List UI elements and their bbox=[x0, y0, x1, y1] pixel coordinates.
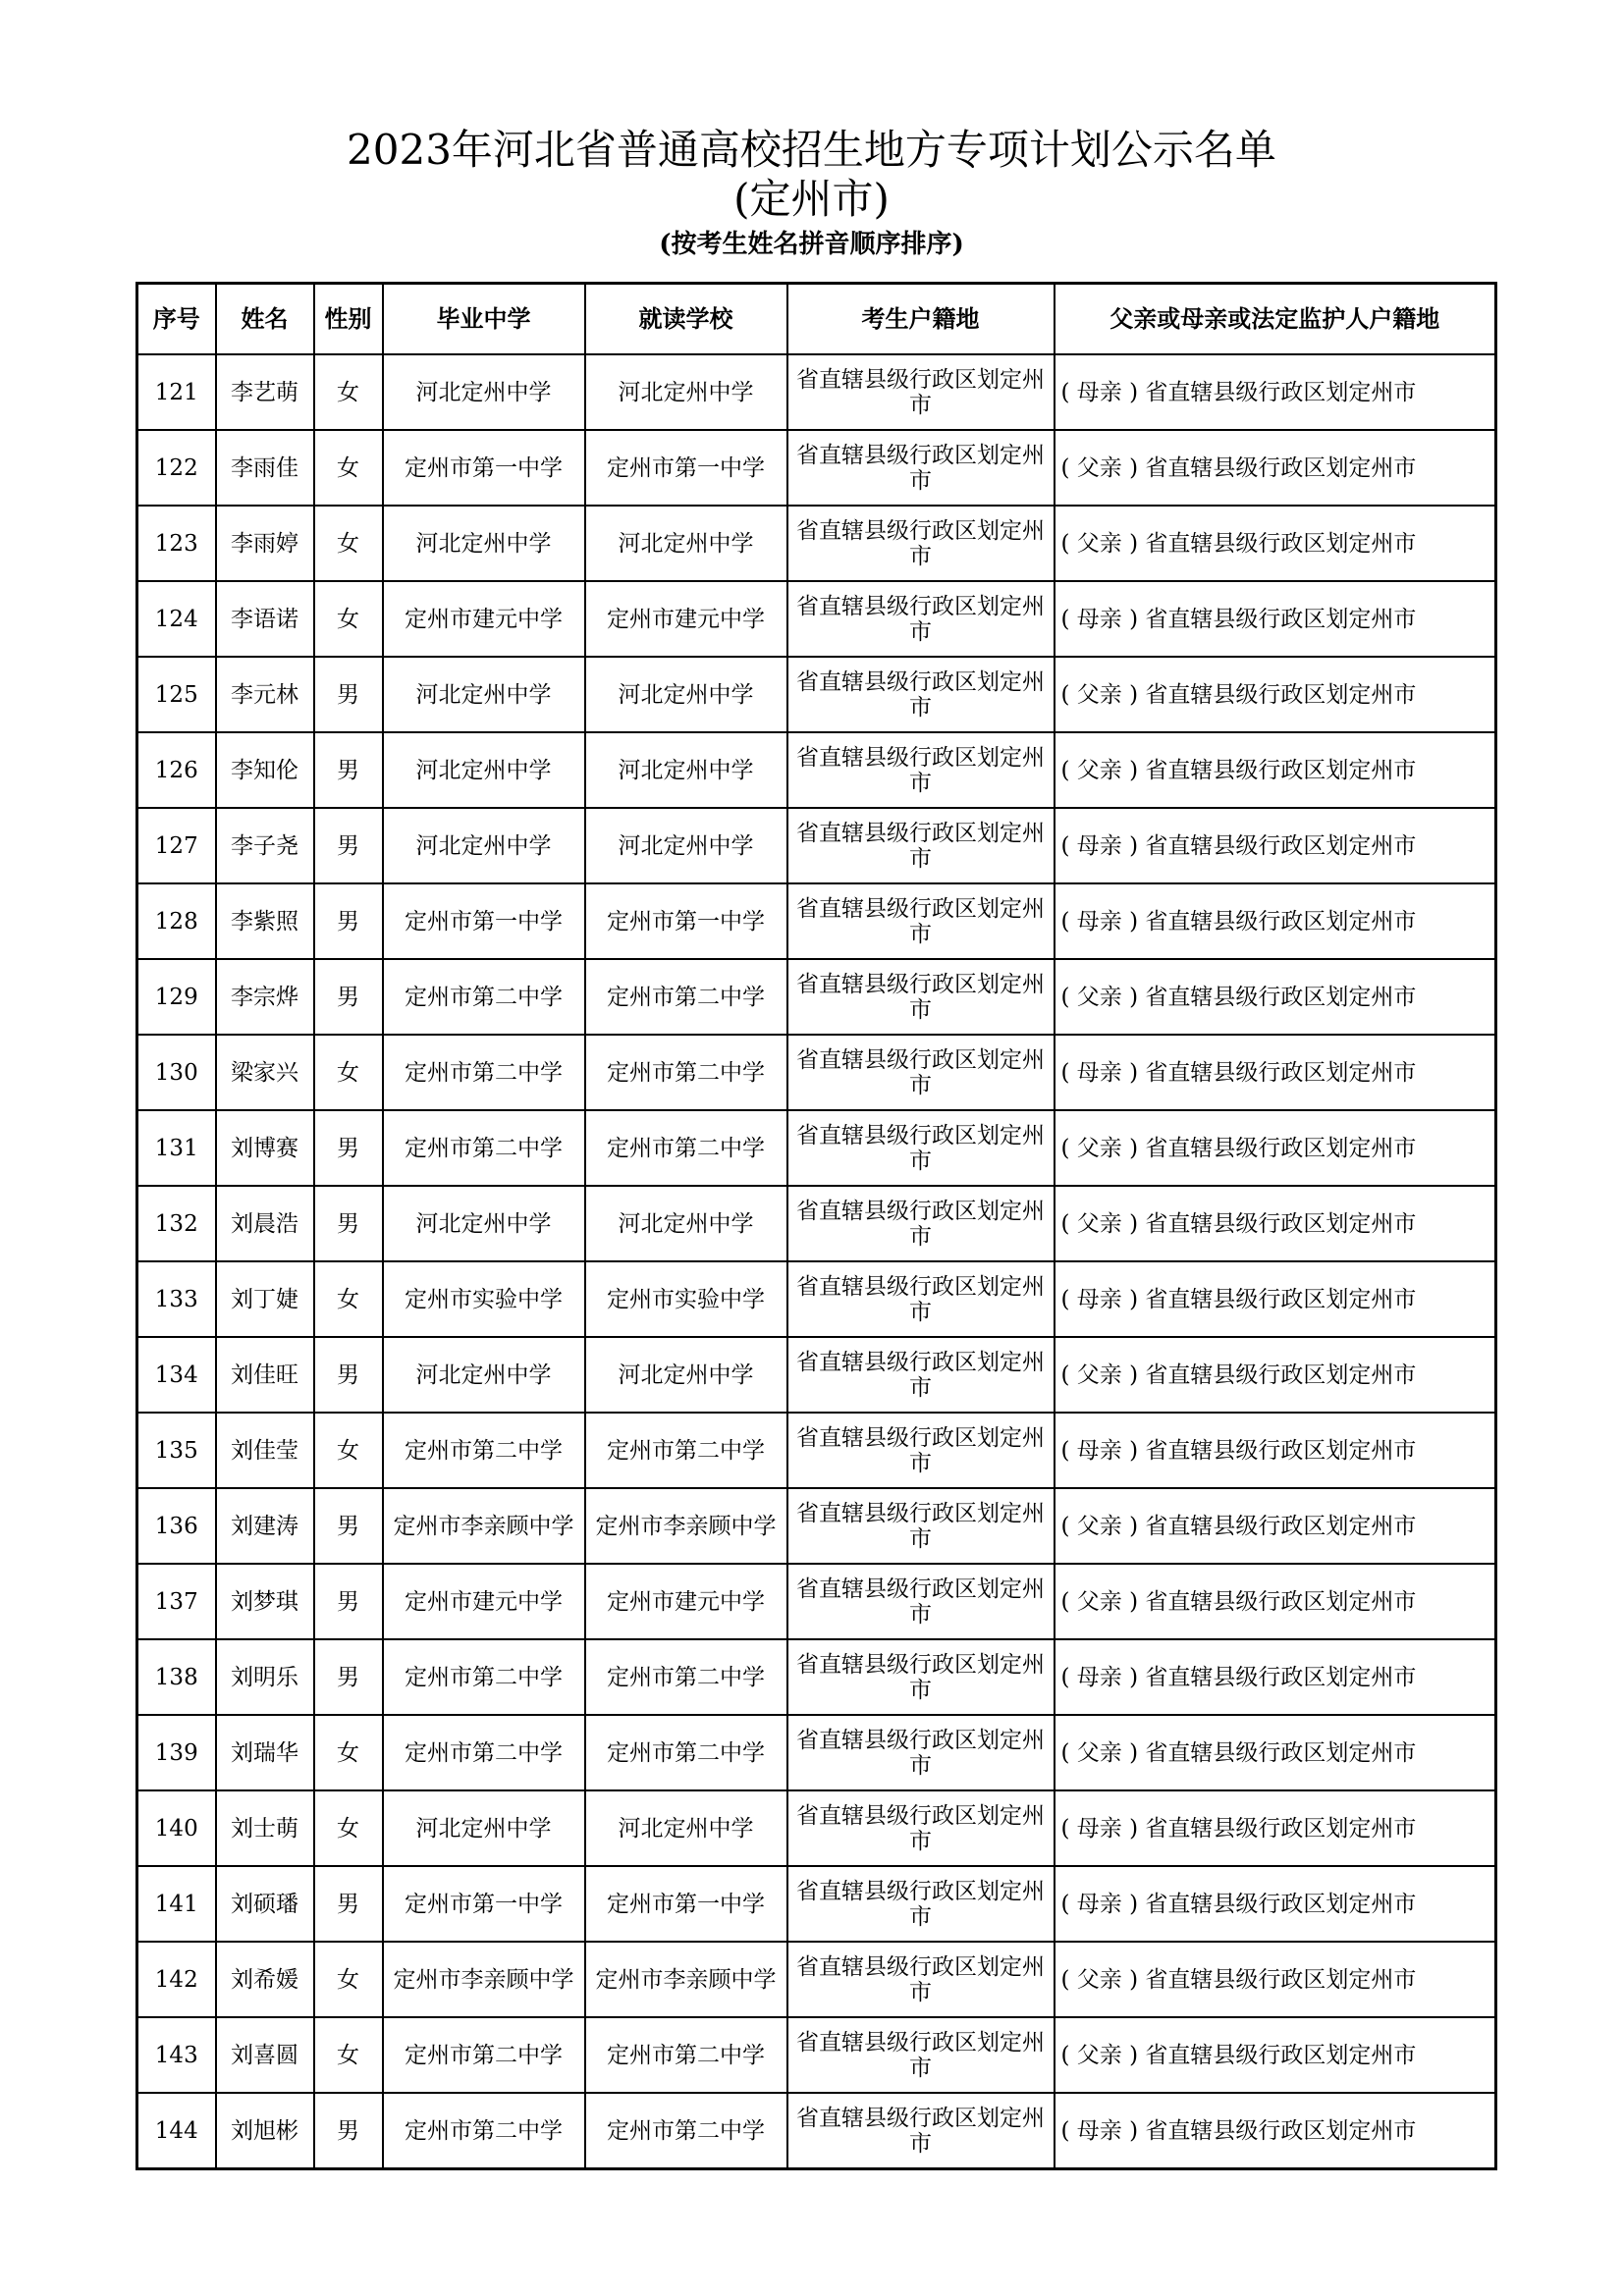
table-row bbox=[137, 354, 1496, 430]
cell-grad-school: 定州市第二中学 bbox=[383, 1639, 585, 1715]
cell-study-school: 河北定州中学 bbox=[585, 657, 787, 732]
cell-sex: 女 bbox=[314, 1942, 383, 2017]
cell-hukou: 省直辖县级行政区划定州市 bbox=[787, 808, 1055, 883]
table-row bbox=[137, 1942, 1496, 2017]
cell-hukou: 省直辖县级行政区划定州市 bbox=[787, 1337, 1055, 1413]
cell-grad-school: 定州市第二中学 bbox=[383, 2017, 585, 2093]
cell-sex: 女 bbox=[314, 1261, 383, 1337]
cell-no: 128 bbox=[137, 883, 216, 959]
cell-hukou: 省直辖县级行政区划定州市 bbox=[787, 581, 1055, 657]
cell-no: 132 bbox=[137, 1186, 216, 1261]
table-row bbox=[137, 1337, 1496, 1413]
cell-sex: 男 bbox=[314, 1110, 383, 1186]
cell-grad-school: 河北定州中学 bbox=[383, 1186, 585, 1261]
cell-guardian: ( 父亲 ) 省直辖县级行政区划定州市 bbox=[1055, 1186, 1496, 1261]
header-study-school: 就读学校 bbox=[585, 284, 787, 355]
cell-guardian: ( 母亲 ) 省直辖县级行政区划定州市 bbox=[1055, 1866, 1496, 1942]
cell-guardian: ( 父亲 ) 省直辖县级行政区划定州市 bbox=[1055, 657, 1496, 732]
cell-sex: 女 bbox=[314, 1715, 383, 1790]
cell-no: 142 bbox=[137, 1942, 216, 2017]
cell-sex: 女 bbox=[314, 2017, 383, 2093]
table-row bbox=[137, 581, 1496, 657]
table-row bbox=[137, 2017, 1496, 2093]
cell-name: 刘建涛 bbox=[216, 1488, 314, 1564]
cell-no: 130 bbox=[137, 1035, 216, 1110]
cell-grad-school: 定州市李亲顾中学 bbox=[383, 1942, 585, 2017]
table-row bbox=[137, 1564, 1496, 1639]
table-row bbox=[137, 1790, 1496, 1866]
cell-study-school: 河北定州中学 bbox=[585, 506, 787, 581]
roster-table bbox=[135, 282, 1497, 2170]
table-row bbox=[137, 2093, 1496, 2169]
cell-grad-school: 定州市第一中学 bbox=[383, 883, 585, 959]
cell-no: 131 bbox=[137, 1110, 216, 1186]
cell-name: 刘梦琪 bbox=[216, 1564, 314, 1639]
cell-study-school: 河北定州中学 bbox=[585, 1186, 787, 1261]
cell-name: 刘硕璠 bbox=[216, 1866, 314, 1942]
cell-sex: 男 bbox=[314, 1488, 383, 1564]
cell-study-school: 定州市第一中学 bbox=[585, 883, 787, 959]
cell-guardian: ( 父亲 ) 省直辖县级行政区划定州市 bbox=[1055, 2017, 1496, 2093]
cell-guardian: ( 父亲 ) 省直辖县级行政区划定州市 bbox=[1055, 1715, 1496, 1790]
cell-name: 刘旭彬 bbox=[216, 2093, 314, 2169]
cell-hukou: 省直辖县级行政区划定州市 bbox=[787, 1715, 1055, 1790]
table-row bbox=[137, 1261, 1496, 1337]
cell-study-school: 定州市李亲顾中学 bbox=[585, 1942, 787, 2017]
cell-no: 144 bbox=[137, 2093, 216, 2169]
cell-name: 李艺萌 bbox=[216, 354, 314, 430]
cell-hukou: 省直辖县级行政区划定州市 bbox=[787, 1035, 1055, 1110]
cell-sex: 男 bbox=[314, 1639, 383, 1715]
table-row bbox=[137, 1866, 1496, 1942]
cell-sex: 男 bbox=[314, 1337, 383, 1413]
cell-sex: 女 bbox=[314, 506, 383, 581]
cell-grad-school: 河北定州中学 bbox=[383, 1337, 585, 1413]
cell-study-school: 河北定州中学 bbox=[585, 808, 787, 883]
cell-sex: 男 bbox=[314, 808, 383, 883]
cell-grad-school: 定州市第二中学 bbox=[383, 1110, 585, 1186]
cell-hukou: 省直辖县级行政区划定州市 bbox=[787, 506, 1055, 581]
cell-hukou: 省直辖县级行政区划定州市 bbox=[787, 657, 1055, 732]
table-row bbox=[137, 808, 1496, 883]
header-hukou: 考生户籍地 bbox=[787, 284, 1055, 355]
cell-no: 123 bbox=[137, 506, 216, 581]
cell-study-school: 定州市第一中学 bbox=[585, 430, 787, 506]
cell-guardian: ( 父亲 ) 省直辖县级行政区划定州市 bbox=[1055, 1488, 1496, 1564]
cell-grad-school: 定州市建元中学 bbox=[383, 1564, 585, 1639]
cell-hukou: 省直辖县级行政区划定州市 bbox=[787, 1866, 1055, 1942]
cell-guardian: ( 母亲 ) 省直辖县级行政区划定州市 bbox=[1055, 1639, 1496, 1715]
cell-no: 126 bbox=[137, 732, 216, 808]
cell-no: 134 bbox=[137, 1337, 216, 1413]
cell-guardian: ( 母亲 ) 省直辖县级行政区划定州市 bbox=[1055, 883, 1496, 959]
cell-grad-school: 河北定州中学 bbox=[383, 506, 585, 581]
cell-guardian: ( 父亲 ) 省直辖县级行政区划定州市 bbox=[1055, 1337, 1496, 1413]
cell-guardian: ( 母亲 ) 省直辖县级行政区划定州市 bbox=[1055, 1790, 1496, 1866]
cell-study-school: 河北定州中学 bbox=[585, 732, 787, 808]
cell-name: 刘明乐 bbox=[216, 1639, 314, 1715]
cell-hukou: 省直辖县级行政区划定州市 bbox=[787, 1413, 1055, 1488]
cell-study-school: 定州市第二中学 bbox=[585, 1110, 787, 1186]
header-name: 姓名 bbox=[216, 284, 314, 355]
cell-no: 121 bbox=[137, 354, 216, 430]
cell-name: 刘晨浩 bbox=[216, 1186, 314, 1261]
cell-sex: 男 bbox=[314, 657, 383, 732]
table-row bbox=[137, 1639, 1496, 1715]
cell-sex: 女 bbox=[314, 1413, 383, 1488]
cell-grad-school: 河北定州中学 bbox=[383, 732, 585, 808]
cell-study-school: 定州市第二中学 bbox=[585, 1035, 787, 1110]
cell-grad-school: 定州市第二中学 bbox=[383, 2093, 585, 2169]
cell-no: 135 bbox=[137, 1413, 216, 1488]
table-row bbox=[137, 430, 1496, 506]
cell-guardian: ( 母亲 ) 省直辖县级行政区划定州市 bbox=[1055, 1261, 1496, 1337]
cell-hukou: 省直辖县级行政区划定州市 bbox=[787, 354, 1055, 430]
cell-no: 124 bbox=[137, 581, 216, 657]
cell-hukou: 省直辖县级行政区划定州市 bbox=[787, 1639, 1055, 1715]
table-header-row bbox=[137, 284, 1496, 355]
cell-grad-school: 定州市第二中学 bbox=[383, 1413, 585, 1488]
cell-guardian: ( 父亲 ) 省直辖县级行政区划定州市 bbox=[1055, 506, 1496, 581]
cell-grad-school: 定州市第二中学 bbox=[383, 1035, 585, 1110]
cell-grad-school: 定州市第一中学 bbox=[383, 430, 585, 506]
cell-hukou: 省直辖县级行政区划定州市 bbox=[787, 1261, 1055, 1337]
cell-grad-school: 河北定州中学 bbox=[383, 808, 585, 883]
cell-hukou: 省直辖县级行政区划定州市 bbox=[787, 1186, 1055, 1261]
cell-hukou: 省直辖县级行政区划定州市 bbox=[787, 1488, 1055, 1564]
cell-guardian: ( 父亲 ) 省直辖县级行政区划定州市 bbox=[1055, 430, 1496, 506]
cell-sex: 男 bbox=[314, 1186, 383, 1261]
cell-hukou: 省直辖县级行政区划定州市 bbox=[787, 2093, 1055, 2169]
cell-name: 刘希媛 bbox=[216, 1942, 314, 2017]
cell-grad-school: 河北定州中学 bbox=[383, 657, 585, 732]
cell-study-school: 定州市第二中学 bbox=[585, 2017, 787, 2093]
cell-sex: 男 bbox=[314, 959, 383, 1035]
cell-study-school: 河北定州中学 bbox=[585, 354, 787, 430]
cell-grad-school: 定州市第一中学 bbox=[383, 1866, 585, 1942]
cell-grad-school: 定州市李亲顾中学 bbox=[383, 1488, 585, 1564]
cell-name: 李子尧 bbox=[216, 808, 314, 883]
cell-guardian: ( 父亲 ) 省直辖县级行政区划定州市 bbox=[1055, 732, 1496, 808]
cell-name: 刘佳莹 bbox=[216, 1413, 314, 1488]
cell-hukou: 省直辖县级行政区划定州市 bbox=[787, 1110, 1055, 1186]
cell-sex: 女 bbox=[314, 581, 383, 657]
cell-sex: 女 bbox=[314, 1790, 383, 1866]
cell-hukou: 省直辖县级行政区划定州市 bbox=[787, 883, 1055, 959]
cell-guardian: ( 父亲 ) 省直辖县级行政区划定州市 bbox=[1055, 1942, 1496, 2017]
cell-grad-school: 定州市实验中学 bbox=[383, 1261, 585, 1337]
cell-study-school: 河北定州中学 bbox=[585, 1790, 787, 1866]
cell-name: 刘士萌 bbox=[216, 1790, 314, 1866]
cell-no: 133 bbox=[137, 1261, 216, 1337]
cell-name: 李雨佳 bbox=[216, 430, 314, 506]
cell-guardian: ( 母亲 ) 省直辖县级行政区划定州市 bbox=[1055, 354, 1496, 430]
cell-study-school: 河北定州中学 bbox=[585, 1337, 787, 1413]
cell-grad-school: 河北定州中学 bbox=[383, 354, 585, 430]
table-row bbox=[137, 506, 1496, 581]
cell-hukou: 省直辖县级行政区划定州市 bbox=[787, 1564, 1055, 1639]
cell-name: 梁家兴 bbox=[216, 1035, 314, 1110]
cell-study-school: 定州市第二中学 bbox=[585, 1639, 787, 1715]
cell-guardian: ( 母亲 ) 省直辖县级行政区划定州市 bbox=[1055, 1413, 1496, 1488]
cell-no: 136 bbox=[137, 1488, 216, 1564]
cell-sex: 男 bbox=[314, 883, 383, 959]
cell-no: 143 bbox=[137, 2017, 216, 2093]
cell-no: 137 bbox=[137, 1564, 216, 1639]
cell-study-school: 定州市第二中学 bbox=[585, 959, 787, 1035]
header-sex: 性别 bbox=[314, 284, 383, 355]
cell-name: 刘瑞华 bbox=[216, 1715, 314, 1790]
document-title: 2023年河北省普通高校招生地方专项计划公示名单 bbox=[347, 126, 1276, 174]
cell-study-school: 定州市第二中学 bbox=[585, 2093, 787, 2169]
cell-name: 刘佳旺 bbox=[216, 1337, 314, 1413]
cell-name: 刘博赛 bbox=[216, 1110, 314, 1186]
cell-name: 李紫照 bbox=[216, 883, 314, 959]
cell-guardian: ( 父亲 ) 省直辖县级行政区划定州市 bbox=[1055, 959, 1496, 1035]
cell-name: 刘丁婕 bbox=[216, 1261, 314, 1337]
cell-no: 138 bbox=[137, 1639, 216, 1715]
cell-no: 125 bbox=[137, 657, 216, 732]
cell-name: 李知伦 bbox=[216, 732, 314, 808]
cell-no: 139 bbox=[137, 1715, 216, 1790]
cell-no: 140 bbox=[137, 1790, 216, 1866]
cell-study-school: 定州市建元中学 bbox=[585, 1564, 787, 1639]
cell-grad-school: 定州市建元中学 bbox=[383, 581, 585, 657]
cell-guardian: ( 母亲 ) 省直辖县级行政区划定州市 bbox=[1055, 1035, 1496, 1110]
cell-study-school: 定州市第二中学 bbox=[585, 1413, 787, 1488]
cell-name: 刘喜圆 bbox=[216, 2017, 314, 2093]
table-row bbox=[137, 732, 1496, 808]
cell-no: 122 bbox=[137, 430, 216, 506]
cell-hukou: 省直辖县级行政区划定州市 bbox=[787, 732, 1055, 808]
cell-sex: 女 bbox=[314, 354, 383, 430]
cell-guardian: ( 母亲 ) 省直辖县级行政区划定州市 bbox=[1055, 2093, 1496, 2169]
cell-hukou: 省直辖县级行政区划定州市 bbox=[787, 1942, 1055, 2017]
cell-study-school: 定州市第一中学 bbox=[585, 1866, 787, 1942]
cell-guardian: ( 父亲 ) 省直辖县级行政区划定州市 bbox=[1055, 1564, 1496, 1639]
cell-name: 李宗烨 bbox=[216, 959, 314, 1035]
header-guardian: 父亲或母亲或法定监护人户籍地 bbox=[1055, 284, 1496, 355]
cell-sex: 男 bbox=[314, 2093, 383, 2169]
table-row bbox=[137, 883, 1496, 959]
cell-sex: 女 bbox=[314, 1035, 383, 1110]
header-no: 序号 bbox=[137, 284, 216, 355]
cell-hukou: 省直辖县级行政区划定州市 bbox=[787, 959, 1055, 1035]
cell-hukou: 省直辖县级行政区划定州市 bbox=[787, 1790, 1055, 1866]
table-body bbox=[137, 354, 1496, 2169]
table-row bbox=[137, 959, 1496, 1035]
table-row bbox=[137, 1186, 1496, 1261]
cell-sex: 女 bbox=[314, 430, 383, 506]
cell-study-school: 定州市第二中学 bbox=[585, 1715, 787, 1790]
document-subtitle: (定州市) bbox=[733, 175, 890, 223]
cell-guardian: ( 父亲 ) 省直辖县级行政区划定州市 bbox=[1055, 1110, 1496, 1186]
table-row bbox=[137, 1413, 1496, 1488]
cell-grad-school: 河北定州中学 bbox=[383, 1790, 585, 1866]
cell-name: 李语诺 bbox=[216, 581, 314, 657]
cell-no: 141 bbox=[137, 1866, 216, 1942]
table-row bbox=[137, 657, 1496, 732]
sort-note: (按考生姓名拼音顺序排序) bbox=[659, 230, 964, 259]
cell-grad-school: 定州市第二中学 bbox=[383, 959, 585, 1035]
cell-grad-school: 定州市第二中学 bbox=[383, 1715, 585, 1790]
cell-guardian: ( 母亲 ) 省直辖县级行政区划定州市 bbox=[1055, 808, 1496, 883]
table-row bbox=[137, 1488, 1496, 1564]
cell-guardian: ( 母亲 ) 省直辖县级行政区划定州市 bbox=[1055, 581, 1496, 657]
cell-no: 127 bbox=[137, 808, 216, 883]
cell-name: 李雨婷 bbox=[216, 506, 314, 581]
header-grad-school: 毕业中学 bbox=[383, 284, 585, 355]
cell-hukou: 省直辖县级行政区划定州市 bbox=[787, 430, 1055, 506]
cell-sex: 男 bbox=[314, 1866, 383, 1942]
cell-study-school: 定州市李亲顾中学 bbox=[585, 1488, 787, 1564]
table-row bbox=[137, 1110, 1496, 1186]
cell-hukou: 省直辖县级行政区划定州市 bbox=[787, 2017, 1055, 2093]
cell-sex: 男 bbox=[314, 1564, 383, 1639]
cell-name: 李元林 bbox=[216, 657, 314, 732]
cell-sex: 男 bbox=[314, 732, 383, 808]
cell-study-school: 定州市实验中学 bbox=[585, 1261, 787, 1337]
cell-study-school: 定州市建元中学 bbox=[585, 581, 787, 657]
table-row bbox=[137, 1035, 1496, 1110]
table-row bbox=[137, 1715, 1496, 1790]
cell-no: 129 bbox=[137, 959, 216, 1035]
